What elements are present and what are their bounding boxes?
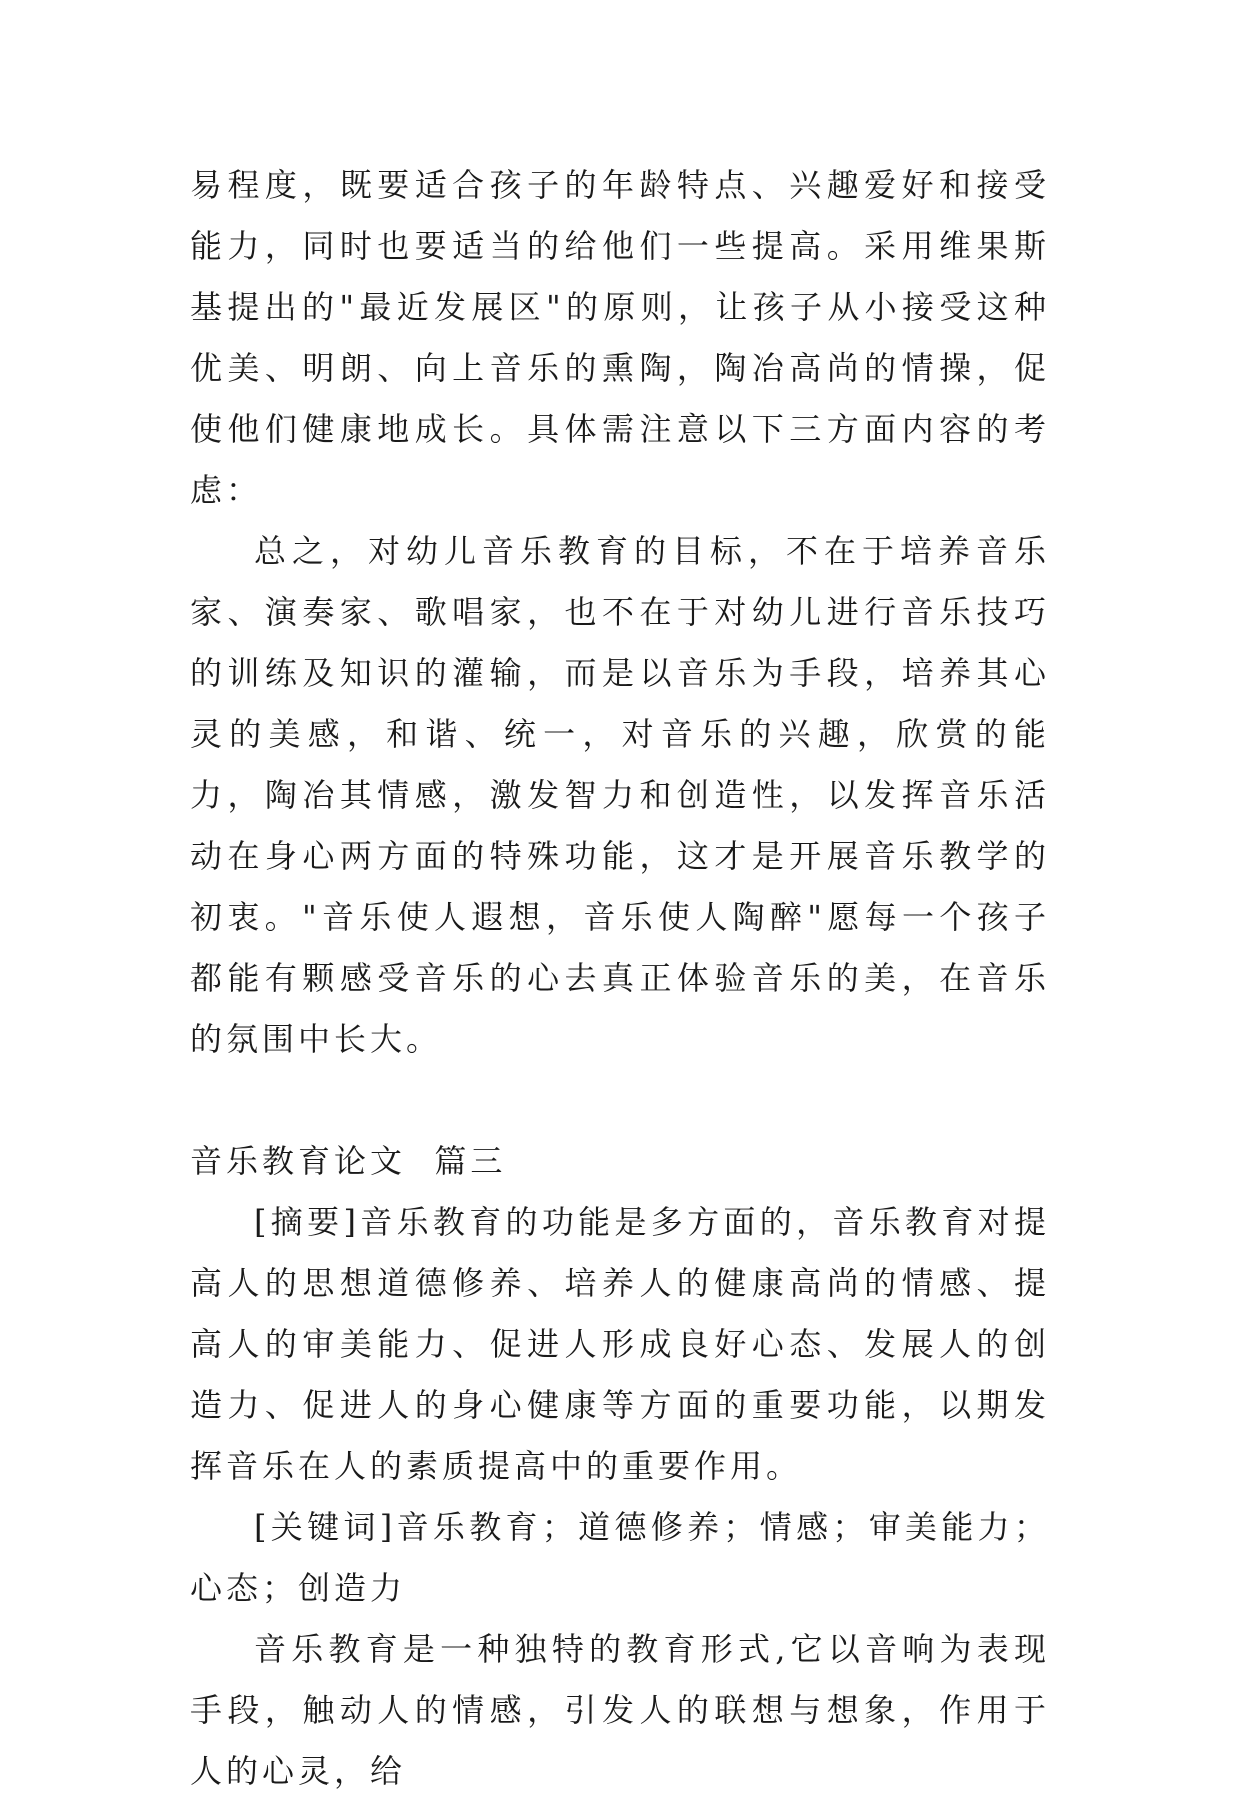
paragraph-conclusion: 总之，对幼儿音乐教育的目标，不在于培养音乐家、演奏家、歌唱家，也不在于对幼儿进行音乐技巧的训练及知识的灌输，而是以音乐为手段，培养其心灵的美感，和谐、统一，对音乐的兴趣，欣赏的能力，陶冶其情感，激发智力和创造性，以发挥音乐活动在身心两方面的特殊功能，这才是开展音乐教学的初衷。"音乐使人遐想，音乐使人陶醉"愿每一个孩子都能有颗感受音乐的心去真正体验音乐的美，在音乐的氛围中长大。 (190, 532, 1050, 1058)
paragraph-keywords: [关键词]音乐教育；道德修养；情感；审美能力；心态；创造力 (190, 1508, 1050, 1607)
paragraph-continuation: 易程度，既要适合孩子的年龄特点、兴趣爱好和接受能力，同时也要适当的给他们一些提高。采用维果斯基提出的"最近发展区"的原则，让孩子从小接受这种优美、明朗、向上音乐的熏陶，陶冶高尚的情操，促使他们健康地成长。具体需注意以下三方面内容的考虑： (190, 166, 1050, 509)
section-heading: 音乐教育论文 篇三 (190, 1142, 507, 1180)
document-body (190, 155, 1050, 1802)
paragraph-abstract: [摘要]音乐教育的功能是多方面的，音乐教育对提高人的思想道德修养、培养人的健康高尚的情感、提高人的审美能力、促进人形成良好心态、发展人的创造力、促进人的身心健康等方面的重要功能，以期发挥音乐在人的素质提高中的重要作用。 (190, 1203, 1050, 1485)
paragraph-body-start: 音乐教育是一种独特的教育形式,它以音响为表现手段，触动人的情感，引发人的联想与想象，作用于人的心灵，给 (190, 1630, 1050, 1790)
